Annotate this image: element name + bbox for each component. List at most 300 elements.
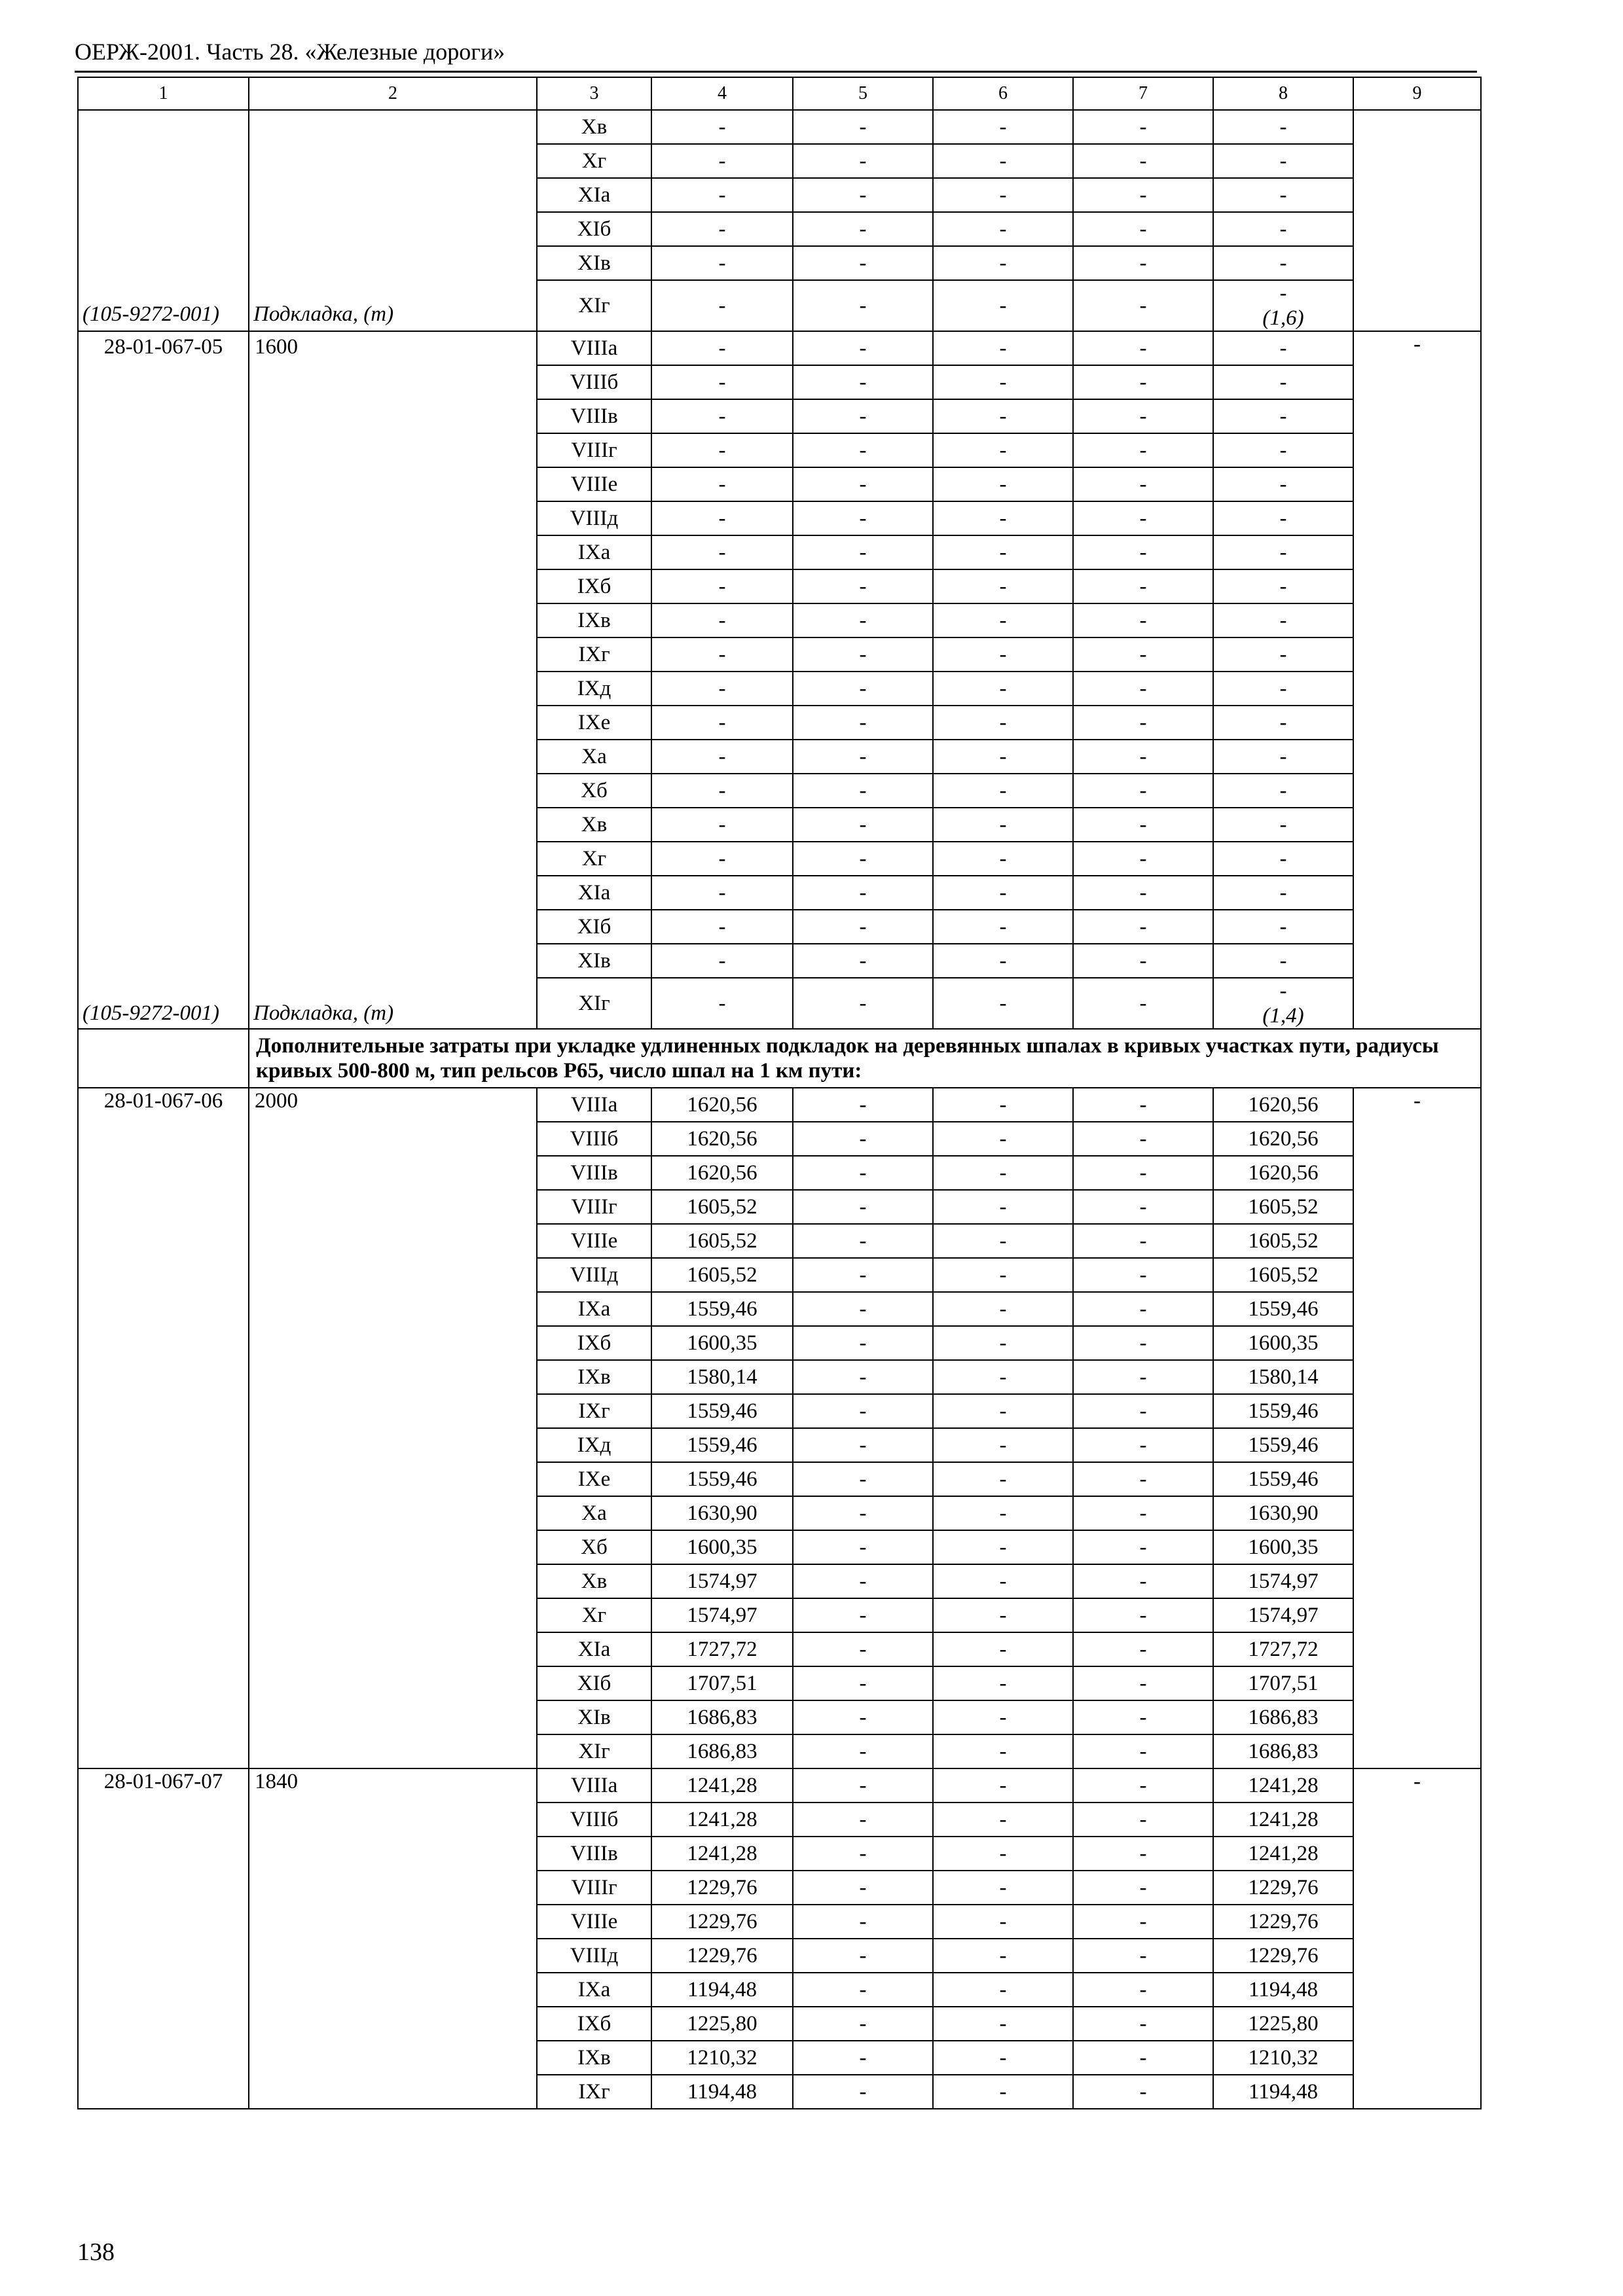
value-cell: -	[793, 1905, 933, 1939]
value-cell: -	[793, 944, 933, 978]
value-cell: -	[651, 246, 793, 280]
value-cell: -	[651, 774, 793, 808]
class-cell: IXб	[537, 2007, 651, 2041]
class-cell: VIIIв	[537, 399, 651, 433]
value-cell: -	[933, 944, 1073, 978]
value-cell: -	[793, 1462, 933, 1496]
value-cell: -	[1073, 1598, 1213, 1632]
value-cell: -	[1073, 603, 1213, 637]
value-cell: -	[793, 246, 933, 280]
value-cell: -	[793, 212, 933, 246]
value-cell: -	[933, 535, 1073, 569]
value-cell: -	[651, 808, 793, 842]
value-cell: -	[793, 910, 933, 944]
materials-cost-cell: 1605,52	[1213, 1258, 1353, 1292]
value-cell: -	[933, 280, 1073, 331]
rate-code: 28-01-067-07	[78, 1768, 249, 2109]
value-cell: -	[793, 1428, 933, 1462]
value-cell: -	[793, 365, 933, 399]
column-number-8: 8	[1213, 77, 1353, 110]
value-cell: -	[1073, 1360, 1213, 1394]
value-cell: -	[1073, 706, 1213, 740]
value-cell: -	[933, 1122, 1073, 1156]
total-cost-cell: 1559,46	[651, 1428, 793, 1462]
value-cell: -	[933, 1973, 1073, 2007]
value-cell: -	[651, 740, 793, 774]
value-cell: -	[1073, 876, 1213, 910]
value-cell: -	[793, 2007, 933, 2041]
value-cell: -	[1073, 1632, 1213, 1666]
value-cell: -	[933, 876, 1073, 910]
class-cell: Xг	[537, 144, 651, 178]
class-cell: VIIIг	[537, 1871, 651, 1905]
value-cell: -	[1213, 467, 1353, 501]
class-cell: IXе	[537, 1462, 651, 1496]
value-cell: -	[793, 110, 933, 144]
column-number-2: 2	[249, 77, 537, 110]
total-cost-cell: 1605,52	[651, 1190, 793, 1224]
value-cell: -	[1073, 1973, 1213, 2007]
class-cell: Xв	[537, 808, 651, 842]
class-cell: Xб	[537, 1530, 651, 1564]
value-cell: -	[793, 1837, 933, 1871]
value-cell: -	[1073, 535, 1213, 569]
class-cell: XIг	[537, 1734, 651, 1768]
class-cell: XIг	[537, 978, 651, 1029]
value-cell: -	[933, 1871, 1073, 1905]
total-cost-cell: 1225,80	[651, 2007, 793, 2041]
value-cell: -	[793, 1394, 933, 1428]
column-9-cell	[1353, 110, 1481, 331]
value-cell: -	[1073, 808, 1213, 842]
value-cell: -	[793, 144, 933, 178]
value-cell: -	[651, 637, 793, 672]
value-cell: -	[793, 774, 933, 808]
class-cell: IXг	[537, 637, 651, 672]
class-cell: VIIIб	[537, 1122, 651, 1156]
total-cost-cell: 1600,35	[651, 1530, 793, 1564]
total-cost-cell: 1707,51	[651, 1666, 793, 1700]
value-cell: -	[1073, 1768, 1213, 1803]
value-cell: -	[1213, 178, 1353, 212]
value-cell: -	[793, 1530, 933, 1564]
value-cell: -	[793, 1088, 933, 1122]
value-cell: -	[1213, 535, 1353, 569]
materials-cost-cell: 1559,46	[1213, 1394, 1353, 1428]
resource-quantity: (1,6)	[1262, 306, 1304, 330]
value-cell: -	[933, 1530, 1073, 1564]
value-cell: -	[933, 1088, 1073, 1122]
value-cell: -	[651, 365, 793, 399]
value-cell: -	[1073, 637, 1213, 672]
resource-code-cell	[78, 110, 249, 331]
class-cell: VIIIа	[537, 331, 651, 365]
value-cell: -	[651, 399, 793, 433]
value-cell: -	[1213, 569, 1353, 603]
value-cell: -	[793, 1598, 933, 1632]
value-cell: -	[1073, 280, 1213, 331]
section-note-row	[78, 1029, 1481, 1088]
class-cell: XIа	[537, 178, 651, 212]
value-cell: -	[793, 1122, 933, 1156]
value-cell: -	[793, 1360, 933, 1394]
value-cell: -	[1073, 1122, 1213, 1156]
total-cost-cell: 1241,28	[651, 1803, 793, 1837]
column-number-row	[78, 77, 1481, 110]
value-cell: -	[793, 433, 933, 467]
value-cell: -	[933, 1462, 1073, 1496]
materials-cost-cell: 1229,76	[1213, 1905, 1353, 1939]
value-cell: -	[1073, 501, 1213, 535]
value-cell: -	[1073, 1394, 1213, 1428]
rate-code: 28-01-067-06	[78, 1088, 249, 1768]
value-cell: -	[933, 2075, 1073, 2109]
total-cost-cell: 1620,56	[651, 1088, 793, 1122]
value-cell: -	[1073, 110, 1213, 144]
resource-code: (105-9272-001)	[82, 1001, 219, 1025]
value-cell: -	[793, 1564, 933, 1598]
materials-cost-cell: 1559,46	[1213, 1292, 1353, 1326]
value-cell: -	[933, 1258, 1073, 1292]
materials-cost-cell: 1574,97	[1213, 1564, 1353, 1598]
class-cell: IXа	[537, 1973, 651, 2007]
value-cell: -	[793, 467, 933, 501]
value-cell: -	[1073, 978, 1213, 1029]
sleeper-count: 1840	[249, 1768, 537, 2109]
value-cell: -	[793, 1973, 933, 2007]
class-cell: XIб	[537, 1666, 651, 1700]
value-cell: -	[1213, 501, 1353, 535]
value-cell: -	[933, 1224, 1073, 1258]
materials-cost-cell: 1620,56	[1213, 1156, 1353, 1190]
value-cell: -	[1213, 399, 1353, 433]
value-cell: -	[933, 740, 1073, 774]
total-cost-cell: 1580,14	[651, 1360, 793, 1394]
class-cell: XIг	[537, 280, 651, 331]
class-cell: VIIIв	[537, 1156, 651, 1190]
value-cell: -	[933, 808, 1073, 842]
column-number-4: 4	[651, 77, 793, 110]
value-cell: -	[1073, 1666, 1213, 1700]
resource-quantity-cell	[1213, 280, 1353, 331]
resource-name: Подкладка, (т)	[253, 302, 394, 326]
total-cost-cell: 1727,72	[651, 1632, 793, 1666]
column-number-9: 9	[1353, 77, 1481, 110]
value-cell: -	[933, 501, 1073, 535]
value-cell: -	[1073, 1326, 1213, 1360]
value-cell: -	[1073, 2041, 1213, 2075]
value-cell: -	[933, 1803, 1073, 1837]
column-number-6: 6	[933, 77, 1073, 110]
materials-cost-cell: 1707,51	[1213, 1666, 1353, 1700]
value-cell: -	[1073, 1803, 1213, 1837]
value-cell: -	[793, 2075, 933, 2109]
value-cell: -	[933, 637, 1073, 672]
value-cell: -	[933, 1700, 1073, 1734]
resource-code: (105-9272-001)	[82, 302, 219, 326]
class-cell: Xг	[537, 1598, 651, 1632]
class-cell: XIа	[537, 876, 651, 910]
table-row	[78, 1768, 1481, 1803]
value-cell: -	[793, 637, 933, 672]
class-cell: VIIIб	[537, 365, 651, 399]
value-cell: -	[933, 1394, 1073, 1428]
class-cell: XIв	[537, 246, 651, 280]
column-number-1: 1	[78, 77, 249, 110]
value-cell: -	[1073, 1088, 1213, 1122]
value-cell: -	[1073, 740, 1213, 774]
value-cell: -	[933, 110, 1073, 144]
class-cell: VIIIв	[537, 1837, 651, 1871]
materials-cost-cell: 1241,28	[1213, 1803, 1353, 1837]
value-cell: -	[1073, 944, 1213, 978]
value-cell: -	[933, 365, 1073, 399]
value-cell: -	[793, 1632, 933, 1666]
class-cell: VIIIа	[537, 1768, 651, 1803]
value-cell: -	[1213, 331, 1353, 365]
value-cell: -	[651, 944, 793, 978]
class-cell: IXе	[537, 706, 651, 740]
materials-cost-cell: 1580,14	[1213, 1360, 1353, 1394]
value-cell: -	[1213, 246, 1353, 280]
value-cell: -	[651, 706, 793, 740]
value-cell: -	[1213, 110, 1353, 144]
value-cell: -	[1073, 2007, 1213, 2041]
class-cell: XIб	[537, 212, 651, 246]
value-cell: -	[933, 1156, 1073, 1190]
class-cell: Xб	[537, 774, 651, 808]
value-cell: -	[793, 978, 933, 1029]
materials-cost-cell: 1559,46	[1213, 1428, 1353, 1462]
column-9-cell: -	[1353, 1768, 1481, 2109]
value-cell: -	[1073, 365, 1213, 399]
class-cell: XIв	[537, 1700, 651, 1734]
class-cell: VIIIд	[537, 501, 651, 535]
value-cell: -	[1073, 1292, 1213, 1326]
materials-cost-cell: 1229,76	[1213, 1939, 1353, 1973]
value-cell: -	[1213, 808, 1353, 842]
materials-cost-cell: 1727,72	[1213, 1632, 1353, 1666]
value-cell: -	[933, 1598, 1073, 1632]
value-cell: -	[933, 331, 1073, 365]
value-cell: -	[933, 1564, 1073, 1598]
value-cell: -	[793, 706, 933, 740]
value-cell: -	[1073, 1905, 1213, 1939]
total-cost-cell: 1210,32	[651, 2041, 793, 2075]
total-cost-cell: 1229,76	[651, 1871, 793, 1905]
value-cell: -	[793, 178, 933, 212]
value-cell: -	[651, 535, 793, 569]
value-cell: -	[933, 1360, 1073, 1394]
total-cost-cell: 1559,46	[651, 1292, 793, 1326]
value-cell: -	[1073, 212, 1213, 246]
materials-cost-cell: 1605,52	[1213, 1224, 1353, 1258]
value-cell: -	[793, 876, 933, 910]
class-cell: IXа	[537, 535, 651, 569]
column-number-5: 5	[793, 77, 933, 110]
value-cell: -	[793, 1496, 933, 1530]
total-cost-cell: 1559,46	[651, 1462, 793, 1496]
value-cell: -	[793, 1939, 933, 1973]
class-cell: VIIIд	[537, 1939, 651, 1973]
value-cell: -	[933, 1292, 1073, 1326]
total-cost-cell: 1229,76	[651, 1939, 793, 1973]
column-number-3: 3	[537, 77, 651, 110]
value-cell: -	[1073, 1190, 1213, 1224]
value-cell: -	[1073, 144, 1213, 178]
class-cell: VIIIе	[537, 467, 651, 501]
materials-cost-cell: 1241,28	[1213, 1768, 1353, 1803]
value-cell: -	[793, 1156, 933, 1190]
value-cell: -	[793, 569, 933, 603]
class-cell: IXд	[537, 672, 651, 706]
total-cost-cell: 1686,83	[651, 1734, 793, 1768]
value-cell: -	[651, 212, 793, 246]
value-cell: -	[933, 603, 1073, 637]
rate-code-cell	[78, 331, 249, 1029]
value-cell: -	[1073, 672, 1213, 706]
resource-quantity: (1,4)	[1262, 1004, 1304, 1028]
table-row	[78, 1088, 1481, 1122]
materials-cost-cell: 1686,83	[1213, 1700, 1353, 1734]
value-cell: -	[1073, 1258, 1213, 1292]
section-note: Дополнительные затраты при укладке удлиненных подкладок на деревянных шпалах в кривых участках пути, радиусы кривых 500-800 м, тип рельсов Р65, число шпал на 1 км пути:	[249, 1029, 1481, 1088]
class-cell: XIв	[537, 944, 651, 978]
value-cell: -	[651, 280, 793, 331]
total-cost-cell: 1620,56	[651, 1122, 793, 1156]
value-cell: -	[933, 842, 1073, 876]
value-cell: -	[793, 501, 933, 535]
value-cell: -	[651, 501, 793, 535]
value-cell: -	[1213, 740, 1353, 774]
value-cell: -	[1213, 672, 1353, 706]
value-cell: -	[1073, 246, 1213, 280]
value-cell: -	[793, 1326, 933, 1360]
value-cell: -	[793, 1734, 933, 1768]
resource-name-cell	[249, 110, 537, 331]
class-cell: VIIIг	[537, 433, 651, 467]
total-cost-cell: 1194,48	[651, 2075, 793, 2109]
page-number: 138	[77, 2238, 115, 2266]
class-cell: Xа	[537, 740, 651, 774]
value-cell: -	[651, 178, 793, 212]
value-cell: -	[933, 246, 1073, 280]
total-cost-cell: 1229,76	[651, 1905, 793, 1939]
value-cell: -	[933, 1939, 1073, 1973]
value-cell: -	[651, 110, 793, 144]
class-cell: IXв	[537, 1360, 651, 1394]
value-cell: -	[1213, 603, 1353, 637]
value-cell: -	[1213, 433, 1353, 467]
value-cell: -	[1073, 1734, 1213, 1768]
total-cost-cell: 1605,52	[651, 1258, 793, 1292]
materials-cost-cell: 1686,83	[1213, 1734, 1353, 1768]
value-dash: -	[1279, 979, 1287, 1003]
materials-cost-cell: 1225,80	[1213, 2007, 1353, 2041]
value-cell: -	[1073, 910, 1213, 944]
class-cell: Xв	[537, 110, 651, 144]
column-number-7: 7	[1073, 77, 1213, 110]
value-cell: -	[793, 603, 933, 637]
materials-cost-cell: 1210,32	[1213, 2041, 1353, 2075]
value-cell: -	[793, 1768, 933, 1803]
value-cell: -	[1073, 1564, 1213, 1598]
class-cell: IXб	[537, 569, 651, 603]
value-cell: -	[933, 1632, 1073, 1666]
class-cell: XIб	[537, 910, 651, 944]
value-cell: -	[933, 1734, 1073, 1768]
value-cell: -	[793, 280, 933, 331]
value-cell: -	[793, 842, 933, 876]
class-cell: Xв	[537, 1564, 651, 1598]
value-cell: -	[933, 178, 1073, 212]
value-cell: -	[1213, 944, 1353, 978]
materials-cost-cell: 1241,28	[1213, 1837, 1353, 1871]
value-cell: -	[933, 1837, 1073, 1871]
value-cell: -	[1073, 1156, 1213, 1190]
value-cell: -	[933, 774, 1073, 808]
sleeper-count: 1600	[255, 335, 298, 359]
value-cell: -	[1073, 2075, 1213, 2109]
materials-cost-cell: 1620,56	[1213, 1122, 1353, 1156]
value-cell: -	[1073, 1224, 1213, 1258]
sleeper-count: 2000	[249, 1088, 537, 1768]
materials-cost-cell: 1630,90	[1213, 1496, 1353, 1530]
value-cell: -	[651, 672, 793, 706]
value-cell: -	[651, 876, 793, 910]
class-cell: IXг	[537, 2075, 651, 2109]
value-cell: -	[1213, 910, 1353, 944]
value-cell: -	[793, 1666, 933, 1700]
value-cell: -	[793, 1803, 933, 1837]
rate-code: 28-01-067-05	[103, 335, 223, 359]
value-cell: -	[1073, 1700, 1213, 1734]
sleeper-count-cell	[249, 331, 537, 1029]
value-cell: -	[933, 672, 1073, 706]
value-cell: -	[933, 1666, 1073, 1700]
value-cell: -	[651, 910, 793, 944]
total-cost-cell: 1620,56	[651, 1156, 793, 1190]
value-cell: -	[933, 467, 1073, 501]
resource-quantity-cell	[1213, 978, 1353, 1029]
value-cell: -	[1073, 1496, 1213, 1530]
class-cell: XIа	[537, 1632, 651, 1666]
class-cell: Xг	[537, 842, 651, 876]
value-cell: -	[793, 535, 933, 569]
materials-cost-cell: 1574,97	[1213, 1598, 1353, 1632]
value-dash: -	[1279, 281, 1287, 305]
materials-cost-cell: 1194,48	[1213, 1973, 1353, 2007]
value-cell: -	[933, 569, 1073, 603]
column-9-cell: -	[1353, 331, 1481, 1029]
value-cell: -	[1213, 842, 1353, 876]
class-cell: IXд	[537, 1428, 651, 1462]
value-cell: -	[1213, 637, 1353, 672]
value-cell: -	[651, 569, 793, 603]
value-cell: -	[651, 433, 793, 467]
value-cell: -	[793, 1700, 933, 1734]
value-cell: -	[933, 1905, 1073, 1939]
class-cell: IXв	[537, 603, 651, 637]
total-cost-cell: 1600,35	[651, 1326, 793, 1360]
total-cost-cell: 1241,28	[651, 1837, 793, 1871]
total-cost-cell: 1630,90	[651, 1496, 793, 1530]
value-cell: -	[933, 1428, 1073, 1462]
column-9-cell: -	[1353, 1088, 1481, 1768]
value-cell: -	[1073, 178, 1213, 212]
materials-cost-cell: 1620,56	[1213, 1088, 1353, 1122]
total-cost-cell: 1574,97	[651, 1564, 793, 1598]
